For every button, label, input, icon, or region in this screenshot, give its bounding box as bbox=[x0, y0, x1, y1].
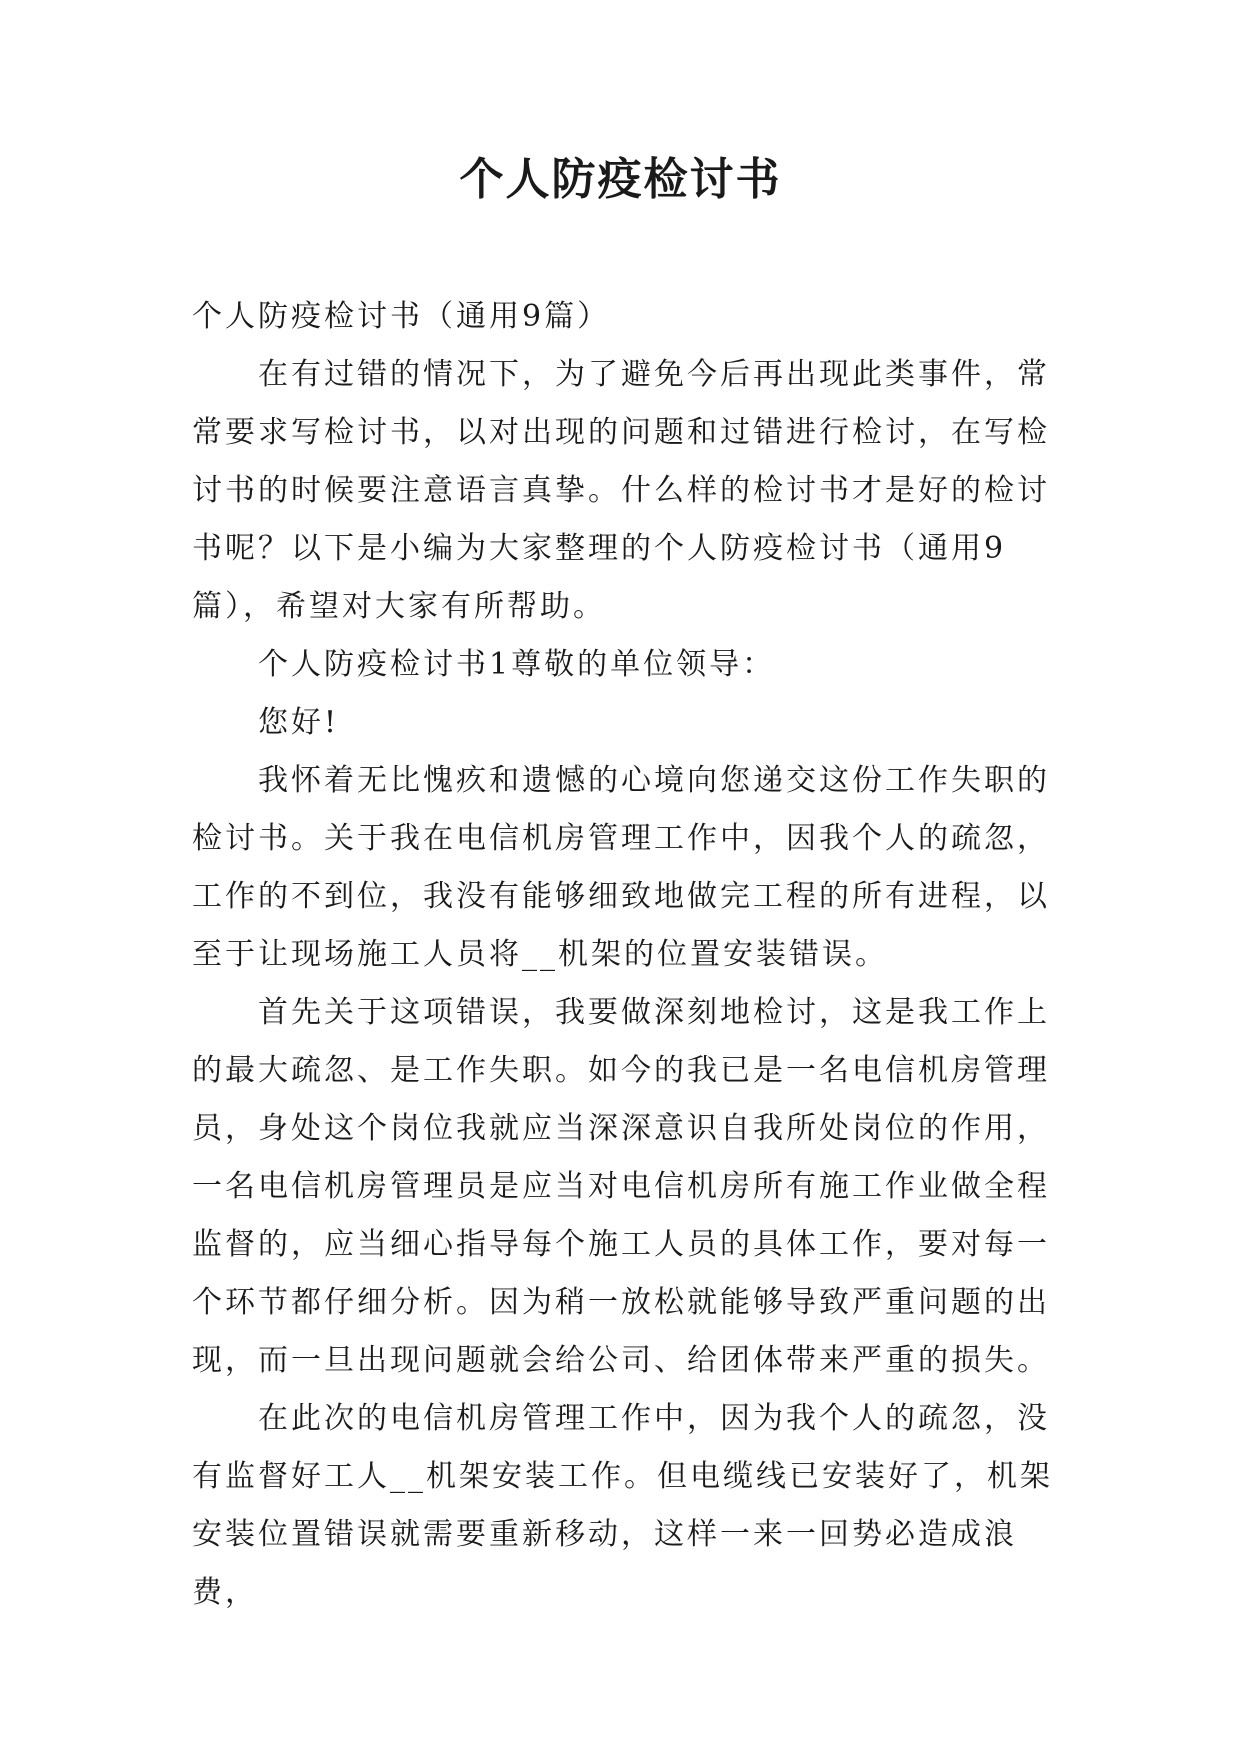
document-body bbox=[192, 288, 1060, 1622]
body-paragraph: 首先关于这项错误，我要做深刻地检讨，这是我工作上的最大疏忽、是工作失职。如今的我已是一名电信机房管理员，身处这个岗位我就应当深深意识自我所处岗位的作用，一名电信机房管理员是应当对电信机房所有施工作业做全程监督的，应当细心指导每个施工人员的具体工作，要对每一个环节都仔细分析。因为稍一放松就能够导致严重问题的出现，而一旦出现问题就会给公司、给团体带来严重的损失。 bbox=[192, 995, 1050, 1378]
subtitle-line: 个人防疫检讨书（通用9篇） bbox=[192, 299, 611, 334]
intro-paragraph: 在有过错的情况下，为了避免今后再出现此类事件，常常要求写检讨书，以对出现的问题和过错进行检讨，在写检讨书的时候要注意语言真挚。什么样的检讨书才是好的检讨书呢？以下是小编为大家整理的个人防疫检讨书（通用9篇），希望对大家有所帮助。 bbox=[192, 357, 1050, 624]
greeting-line: 您好! bbox=[258, 705, 340, 740]
document-title: 个人防疫检讨书 bbox=[459, 154, 782, 205]
salutation-line: 个人防疫检讨书1尊敬的单位领导： bbox=[258, 647, 776, 682]
body-paragraph: 在此次的电信机房管理工作中，因为我个人的疏忽，没有监督好工人__机架安装工作。但电缆线已安装好了，机架安装位置错误就需要重新移动，这样一来一回势必造成浪费， bbox=[192, 1401, 1053, 1610]
body-paragraph: 我怀着无比愧疚和遗憾的心境向您递交这份工作失职的检讨书。关于我在电信机房管理工作中，因我个人的疏忽，工作的不到位，我没有能够细致地做完工程的所有进程，以至于让现场施工人员将__机架的位置安装错误。 bbox=[192, 763, 1050, 972]
